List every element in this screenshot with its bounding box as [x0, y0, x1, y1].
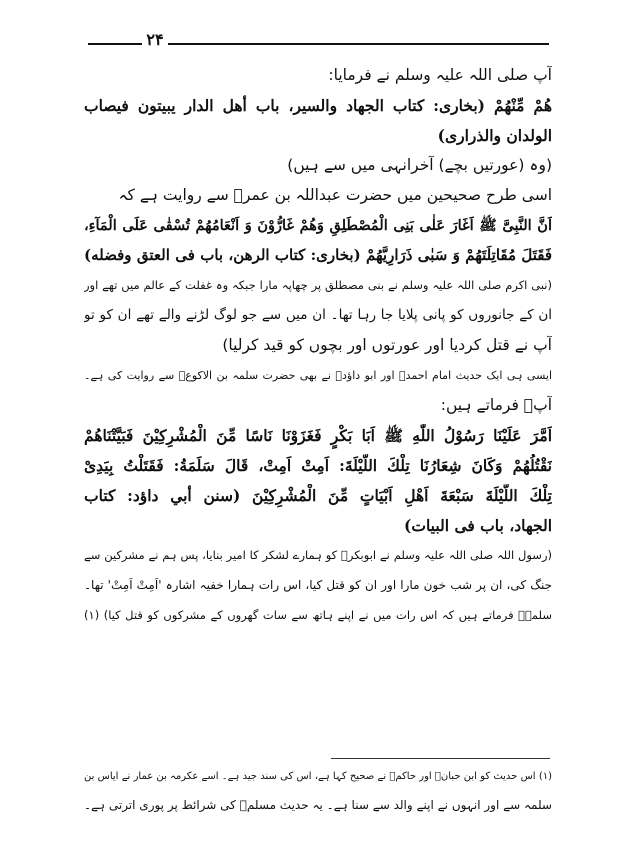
text-line: آپ صلی اللہ علیہ وسلم نے فرمایا: [328, 66, 552, 84]
text-line: اَمَّرَ عَلَیْنَا رَسُوْلُ اللّٰهِ ﷺ اَبَا بَكْرٍ فَغَزَوْنَا نَاسًا مِّنَ الْمُشْرِكِیْنَ فَبَیَّتْنَاهُمْ [84, 426, 552, 445]
header-rule-right [168, 43, 549, 45]
text-line: تِلْكَ اللَّیْلَةَ سَبْعَةَ اَهْلِ اَبْیَاتٍ مِّنَ الْمُشْرِكِیْنَ (سنن أبي داؤد: کتاب [84, 486, 552, 505]
text-line: اَنَّ النَّبِیَّ ﷺ اَغَارَ عَلٰی بَنِی الْمُصْطَلِقِ وَهُمْ غَارُّوْنَ وَ اَنْعَامُهُمْ تُسْقٰی عَلَی الْمَآءِ، [84, 217, 552, 234]
text-line: الولدان والذراری) [437, 126, 552, 145]
text-line: هُمْ مِّنْهُمْ (بخاری: کتاب الجهاد والسیر، باب أهل الدار یبیتون فیصاب [84, 96, 552, 115]
header-rule-left [88, 43, 142, 45]
text-line: (وہ (عورتیں بچے) آخرانہی میں سے ہیں) [287, 156, 552, 174]
footnote-line: (۱) اس حدیث کو ابن حبانؒ اور حاکمؒ نے صحیح کہا ہے، اس کی سند جید ہے۔ اسے عکرمہ بن عمار نے ایاس بن [84, 771, 552, 782]
text-line: (رسول اللہ صلی اللہ علیہ وسلم نے ابوبکرؓ کو ہمارے لشکر کا امیر بنایا، پس ہم نے مشرکین سے [84, 548, 552, 562]
text-line: ان کے جانوروں کو پانی پلایا جا رہا تھا۔ ان میں سے جو لوگ لڑنے والے تھے ان کو تو [84, 307, 552, 323]
text-line: آپؓ فرماتے ہیں: [440, 396, 552, 414]
text-line: ایسی ہی ایک حدیث امام احمدؒ اور ابو داؤدؒ نے بھی حضرت سلمہ بن الاکوعؓ سے روایت کی ہے۔ [84, 369, 552, 382]
text-line: جنگ کی، ان پر شب خون مارا اور ان کو قتل کیا، اس رات ہمارا خفیہ اشارہ 'اَمِتْ اَمِتْ' تھا۔ [84, 578, 552, 592]
text-line: سلمہؓ فرماتے ہیں کہ اس رات میں نے اپنے ہاتھ سے سات گھروں کے مشرکوں کو قتل کیا) (۱) [84, 608, 552, 622]
text-line: اسی طرح صحیحین میں حضرت عبداللہ بن عمرؓ سے روایت ہے کہ [118, 186, 552, 204]
footnote-line: سلمہ سے اور انہوں نے اپنے والد سے سنا ہے۔ یہ حدیث مسلمؒ کی شرائط پر پوری اترتی ہے۔ [84, 798, 552, 812]
main-text [84, 64, 552, 634]
text-line: (نبی اکرم صلی اللہ علیہ وسلم نے بنی مصطلق پر چھاپہ مارا جبکہ وہ غفلت کے عالم میں تھے اور [84, 278, 552, 292]
text-line: نَقْتُلُهُمْ وَكَانَ شِعَارُنَا تِلْكَ اللَّیْلَةَ: اَمِتْ اَمِتْ، قَالَ سَلَمَةُ: فَقَتَلْتُ بِیَدِیْ [84, 456, 552, 475]
text-line: فَقَتَلَ مُقَاتِلَتَهُمْ وَ سَبٰی ذَرَارِیَّهُمْ (بخاری: کتاب الرهن، باب فی العتق وفضله) [84, 246, 552, 264]
text-line: الجهاد، باب فی البیات) [404, 516, 552, 535]
text-line: آپ نے قتل کردیا اور عورتوں اور بچوں کو قید کرلیا) [222, 336, 552, 354]
footnotes [84, 768, 552, 824]
footnote-rule [331, 758, 550, 759]
page-number: ۲۴ [146, 30, 164, 49]
